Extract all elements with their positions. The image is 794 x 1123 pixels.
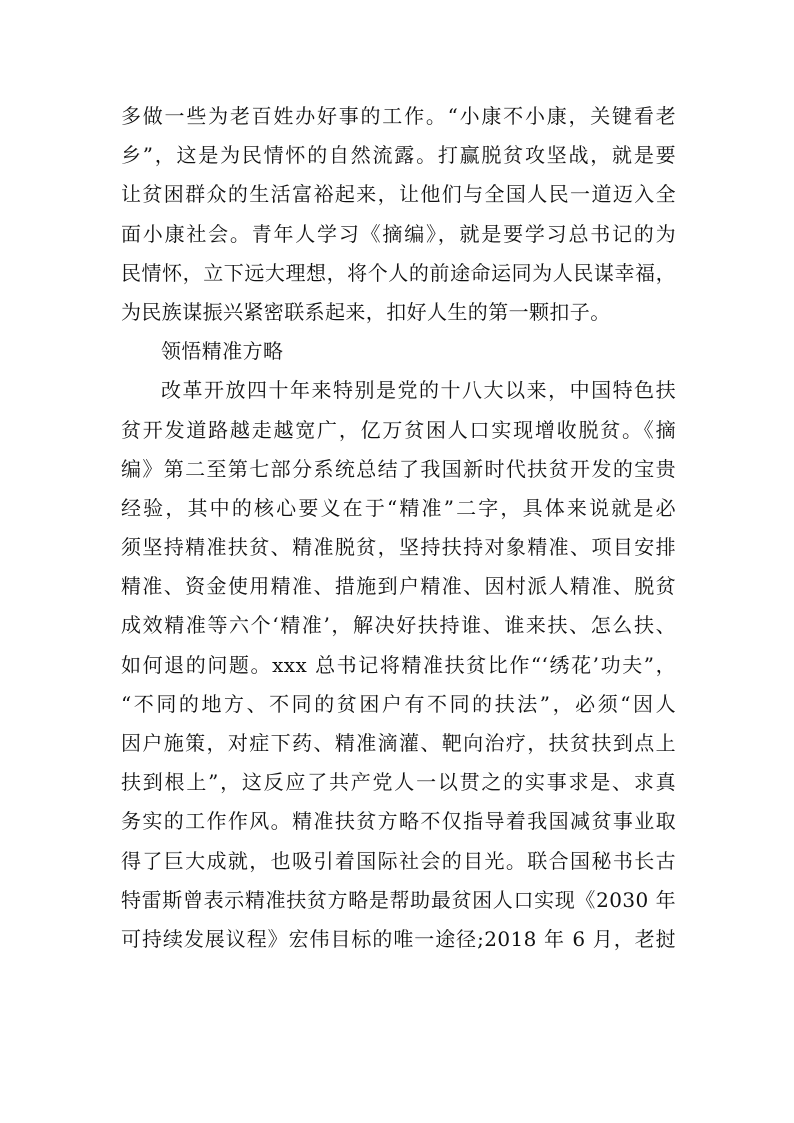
text-line: 如何退的问题。xxx 总书记将精准扶贫比作“‘绣花’功夫”， [121,652,676,677]
text-line: 成效精准等六个‘精准’，解决好扶持谁、谁来扶、怎么扶、 [121,613,676,638]
text-line: 因户施策，对症下药、精准滴灌、靶向治疗，扶贫扶到点上 [121,731,676,755]
text-line: 特雷斯曾表示精准扶贫方略是帮助最贫困人口实现《2030 年 [121,887,676,912]
text-line: 改革开放四十年来特别是党的十八大以来，中国特色扶 [161,378,676,403]
text-line: 精准、资金使用精准、措施到户精准、因村派人精准、脱贫 [121,574,676,599]
text-line: 为民族谋振兴紧密联系起来，扣好人生的第一颗扣子。 [121,299,611,324]
text-line: 扶到根上”，这反应了共产党人一以贯之的实事求是、求真 [121,770,676,795]
text-line: “不同的地方、不同的贫困户有不同的扶法”，必须“因人 [121,691,676,716]
text-line: 多做一些为老百姓办好事的工作。“小康不小康，关键看老 [121,104,676,128]
text-line: 民情怀，立下远大理想，将个人的前途命运同为人民谋幸福， [121,260,676,285]
text-line: 须坚持精准扶贫、精准脱贫，坚持扶持对象精准、项目安排 [121,535,676,560]
text-line: 务实的工作作风。精准扶贫方略不仅指导着我国减贫事业取 [121,809,676,834]
section-heading: 领悟精准方略 [161,339,284,364]
body-text [121,97,676,959]
text-line: 经验，其中的核心要义在于“精准”二字，具体来说就是必 [121,495,676,520]
text-line: 可持续发展议程》宏伟目标的唯一途径;2018 年 6 月，老挝 [121,926,676,951]
text-line: 贫开发道路越走越宽广，亿万贫困人口实现增收脱贫。《摘 [121,417,676,442]
text-line: 让贫困群众的生活富裕起来，让他们与全国人民一道迈入全 [121,182,676,207]
text-line: 乡”，这是为民情怀的自然流露。打赢脱贫攻坚战，就是要 [121,143,676,168]
text-line: 面小康社会。青年人学习《摘编》，就是要学习总书记的为 [121,221,676,246]
text-line: 编》第二至第七部分系统总结了我国新时代扶贫开发的宝贵 [121,456,676,481]
text-line: 得了巨大成就，也吸引着国际社会的目光。联合国秘书长古 [121,848,676,873]
